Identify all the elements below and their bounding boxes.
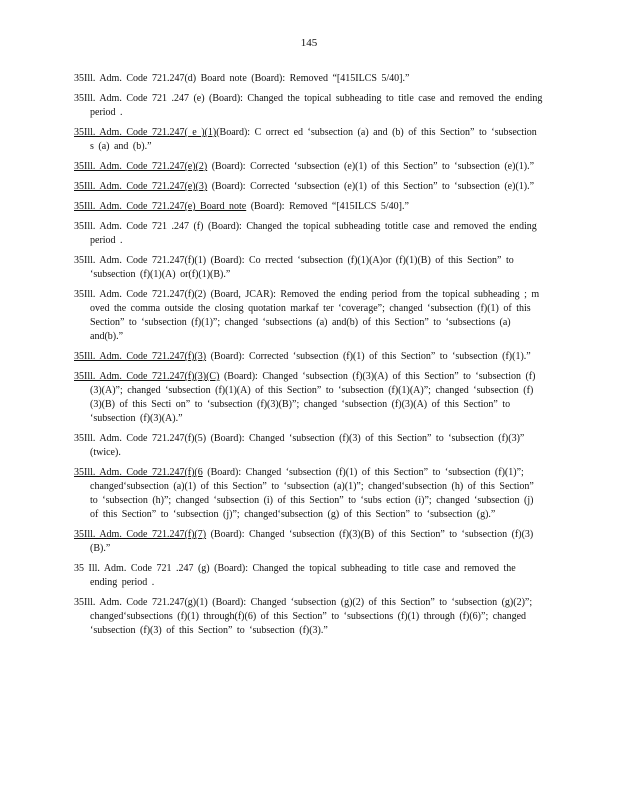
amendment-entry [74, 220, 544, 248]
entry-citation: 35Ill. Adm. Code 721.247(f)(2) [74, 289, 207, 300]
entry-citation: 35Ill. Adm. Code 721.247(f)(1) [74, 255, 207, 266]
entry-description: (Board): Removed “[415ILCS 5/40].” [246, 201, 409, 212]
entry-citation: 35Ill. Adm. Code 721.247(f)(6 [74, 467, 203, 478]
amendment-entry [74, 350, 544, 364]
entry-citation: 35Ill. Adm. Code 721.247(f)(5) [74, 433, 207, 444]
amendment-entry [74, 126, 544, 154]
entry-description: (Board): Changed ‘subsection (f)(3) of this Section” to ‘subsection (f)(3)” (twice). [90, 433, 525, 458]
entry-citation: 35Ill. Adm. Code 721.247(e) Board note [74, 201, 247, 212]
entry-citation: 35Ill. Adm. Code 721.247(e)(2) [74, 161, 208, 172]
amendment-entry [74, 370, 544, 426]
entry-citation: 35Ill. Adm. Code 721 .247 (e) [74, 93, 205, 104]
amendment-list [74, 72, 544, 644]
amendment-entry [74, 528, 544, 556]
amendment-entry [74, 432, 544, 460]
entry-description: (Board): Changed the topical subheading to title case and removed the ending period . [90, 563, 516, 588]
entry-description: (Board): Corrected ‘subsection (f)(1) of this Section” to ‘subsection (f)(1).” [206, 351, 531, 362]
entry-citation: 35Ill. Adm. Code 721.247(d) [74, 73, 197, 84]
entry-citation: 35Ill. Adm. Code 721.247(f)(3)(C) [74, 371, 220, 382]
entry-citation: 35Ill. Adm. Code 721.247( e )(1) [74, 127, 217, 138]
amendment-entry [74, 160, 544, 174]
entry-description: (Board): Corrected ‘subsection (e)(1) of this Section” to ‘subsection (e)(1).” [207, 181, 535, 192]
entry-description: (Board): Changed the topical subheading totitle case and removed the ending period . [90, 221, 537, 246]
entry-description: (Board, JCAR): Removed the ending period from the topical subheading ; m oved the comma outside the closing quotation markaf ter ‘coverage”; changed ‘subsection (f)(1) of this Section” to ‘subsection (f)(1)”; changed ‘subsections (a) and(b) of this Section” to ‘subsections (a) and(b).” [90, 289, 540, 342]
entry-citation: 35Ill. Adm. Code 721 .247 (f) [74, 221, 204, 232]
entry-description: (Board): Corrected ‘subsection (e)(1) of this Section” to ‘subsection (e)(1).” [207, 161, 535, 172]
entry-description: (Board): Changed the topical subheading to title case and removed the ending period . [90, 93, 543, 118]
entry-citation: 35 Ill. Adm. Code 721 .247 (g) [74, 563, 210, 574]
amendment-entry [74, 562, 544, 590]
page-number: 145 [300, 37, 318, 49]
entry-citation: 35Ill. Adm. Code 721.247(f)(3) [74, 351, 207, 362]
entry-citation: 35Ill. Adm. Code 721.247(e)(3) [74, 181, 208, 192]
amendment-entry [74, 200, 544, 214]
entry-description: (Board): Changed ‘subsection (g)(2) of this Section” to ‘subsection (g)(2)”; changed‘subsections (f)(1) through(f)(6) of this Section” to ‘subsections (f)(1) through (f)(6)”; changed ‘subsection (f)(3) of this Section” to ‘subsection (f)(3).” [90, 597, 533, 636]
entry-description: Board note (Board): Removed “[415ILCS 5/40].” [196, 73, 410, 84]
entry-citation: 35Ill. Adm. Code 721.247(f)(7) [74, 529, 207, 540]
amendment-entry [74, 288, 544, 344]
amendment-entry [74, 254, 544, 282]
amendment-entry [74, 596, 544, 638]
entry-description: (Board): Changed ‘subsection (f)(3)(B) of this Section” to ‘subsection (f)(3)(B).” [90, 529, 534, 554]
entry-description: (Board): Changed ‘subsection (f)(3)(A) of this Section” to ‘subsection (f)(3)(A)”; changed ‘subsection (f)(1)(A) of this Section” to ‘subsection (f)(1)(A)”; changed ‘subsection (f)(3)(B) of this Secti on” to ‘subsection (f)(3)(B)”; changed ‘subsection (f)(3)(A) of this Section” to ‘subsection (f)(3)(A).” [90, 371, 536, 424]
amendment-entry [74, 72, 544, 86]
amendment-entry [74, 180, 544, 194]
amendment-entry [74, 92, 544, 120]
amendment-entry [74, 466, 544, 522]
entry-citation: 35Ill. Adm. Code 721.247(g)(1) [74, 597, 208, 608]
entry-description: (Board): Co rrected ‘subsection (f)(1)(A)or (f)(1)(B) of this Section” to ‘subsection (f)(1)(A) or(f)(1)(B).” [90, 255, 514, 280]
entry-description: (Board): Changed ‘subsection (f)(1) of this Section” to ‘subsection (f)(1)”; changed‘subsection (a)(1) of this Section” to ‘subsection (a)(1)”; changed‘subsection (h) of this Section” to ‘subsection (h)”; changed ‘subsection (i) of this Section” to ‘subs ection (i)”; changed ‘subsection (j) of this Section” to ‘subsection (j)”; changed‘subsection (g) of this Section” to ‘subsection (g).” [90, 467, 534, 520]
entry-description: (Board): C orrect ed ‘subsection (a) and (b) of this Section” to ‘subsection s (a) and (b).” [90, 127, 537, 152]
